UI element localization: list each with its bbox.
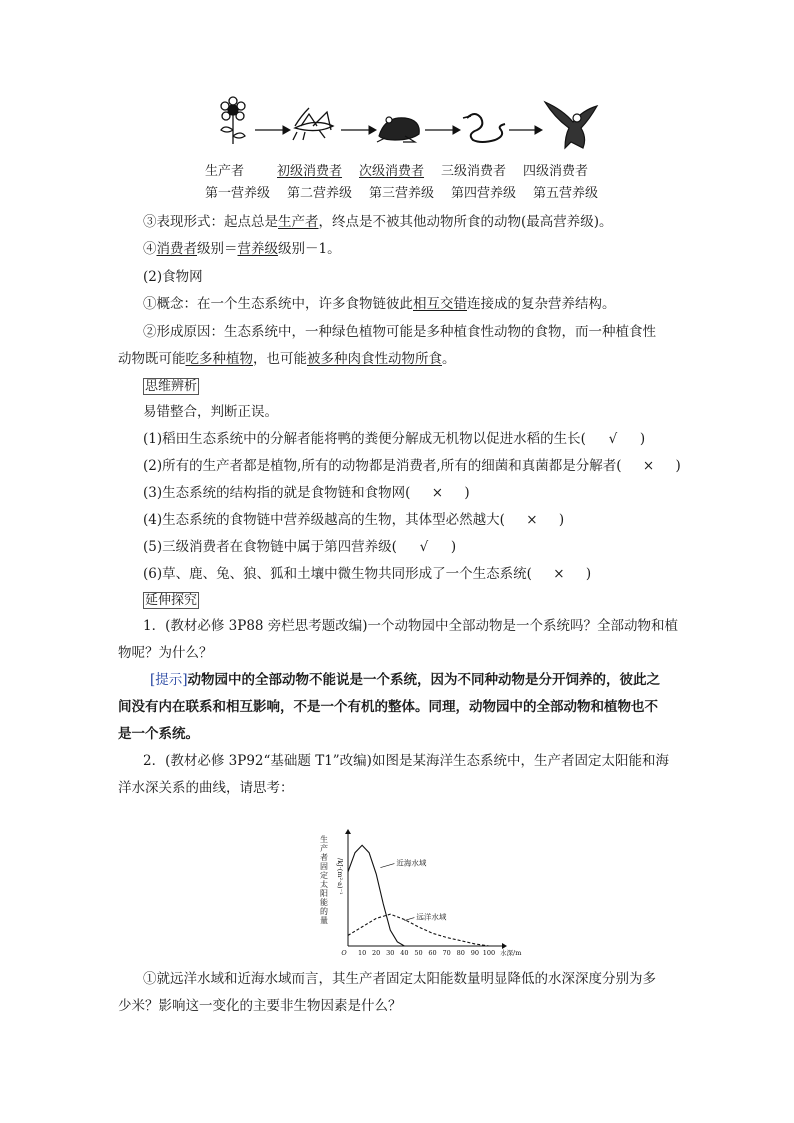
hint-answer-line-3: 是一个系统。 <box>118 726 199 742</box>
arrow-icon <box>341 126 376 134</box>
judgment-item: (5)三级消费者在食物链中属于第四营养级( √ ) <box>143 539 457 555</box>
series-label-leader <box>404 918 414 921</box>
question-3-line-2: 少米？影响这一变化的主要非生物因素是什么？ <box>118 998 402 1014</box>
x-tick-label: 70 <box>442 949 451 957</box>
x-tick-label: 30 <box>386 949 395 957</box>
hint-answer-line: [提示]动物园中的全部动物不能说是一个系统，因为不同种动物是分开饲养的，彼此之 <box>150 672 661 688</box>
x-tick-label: 40 <box>400 949 409 957</box>
judgment-item: (6)草、鹿、兔、狼、狐和土壤中微生物共同形成了一个生态系统( × ) <box>143 566 592 582</box>
chain-role-label: 次级消费者 <box>359 164 425 179</box>
answer-mark: × <box>431 485 444 501</box>
series-label-leader <box>380 864 394 868</box>
y-axis-label-char: 太 <box>320 880 328 889</box>
y-axis-label-char: 生 <box>320 835 328 844</box>
arrow-icon <box>255 126 290 134</box>
question-1-line-2: 物呢？为什么？ <box>118 645 213 661</box>
expression-form-line: ③表现形式：起点总是生产者，终点是不被其他动物所食的动物(最高营养级)。 <box>143 214 613 230</box>
chain-role-label: 初级消费者 <box>277 164 343 179</box>
consumer-level-line: ④消费者级别＝营养级级别－1。 <box>143 241 341 257</box>
trophic-level-label: 第五营养级 <box>533 186 599 201</box>
trophic-level-label: 第四营养级 <box>451 186 517 201</box>
answer-mark: × <box>642 458 655 474</box>
y-axis-unit: /kJ·(m²·a)⁻¹ <box>336 858 344 895</box>
x-axis-label: 水深/m <box>500 949 522 957</box>
formation-reason-line-2: 动物既可能吃多种植物，也可能被多种肉食性动物所食。 <box>118 351 456 367</box>
x-tick-label: 60 <box>428 949 437 957</box>
y-axis-label-char: 定 <box>320 871 328 880</box>
food-chain-figure <box>205 96 615 204</box>
hint-label: [提示] <box>150 672 188 688</box>
judgment-item: (4)生态系统的食物链中营养级越高的生物，其体型必然越大( × ) <box>143 512 565 528</box>
eagle-icon <box>545 102 597 148</box>
trophic-level-label: 第二营养级 <box>287 186 353 201</box>
chain-role-label: 四级消费者 <box>523 164 589 179</box>
y-axis-label-char: 阳 <box>320 889 328 898</box>
x-tick-label: 80 <box>456 949 465 957</box>
answer-mark: √ <box>419 539 429 555</box>
x-tick-label: O <box>341 949 347 957</box>
judgment-item: (1)稻田生态系统中的分解者能将鸭的粪便分解成无机物以促进水稻的生长( √ ) <box>143 431 646 447</box>
chain-role-label: 生产者 <box>205 164 245 179</box>
series-label-nearshore: 近海水域 <box>396 858 427 868</box>
y-axis-label-char: 者 <box>320 853 328 862</box>
instruction-line: 易错整合，判断正误。 <box>143 404 278 420</box>
formation-reason-line: ②形成原因：生态系统中，一种绿色植物可能是多种植食性动物的食物，而一种植食性 <box>143 324 656 340</box>
snake-icon <box>463 114 505 142</box>
food-chain-illustration <box>205 96 615 158</box>
grasshopper-icon <box>293 108 333 140</box>
flower-icon <box>221 97 245 144</box>
question-1-line: 1．(教材必修 3P88 旁栏思考题改编)一个动物园中全部动物是一个系统吗？全部动物和植 <box>143 618 679 634</box>
judgment-item: (3)生态系统的结构指的就是食物链和食物网( × ) <box>143 485 470 501</box>
y-axis-label-char: 产 <box>320 844 328 853</box>
y-axis-label-char: 的 <box>320 907 328 916</box>
x-tick-label: 20 <box>372 949 381 957</box>
x-tick-label: 90 <box>470 949 479 957</box>
y-axis-label-char: 能 <box>320 898 328 907</box>
question-3-line: ①就远洋水域和近海水域而言，其生产者固定太阳能数量明显降低的水深深度分别为多 <box>143 971 656 987</box>
x-tick-label: 50 <box>414 949 423 957</box>
answer-mark: √ <box>608 431 618 447</box>
answer-mark: × <box>553 566 565 582</box>
thinking-analysis-label: 思维辨析 <box>145 379 198 394</box>
solar-energy-depth-chart <box>318 828 522 960</box>
extended-inquiry-label: 延伸探究 <box>145 593 198 608</box>
chain-role-label: 三级消费者 <box>441 164 507 179</box>
answer-mark: × <box>526 512 538 528</box>
frog-icon <box>377 117 419 142</box>
arrow-icon <box>425 126 460 134</box>
section-heading: (2)食物网 <box>143 269 203 285</box>
trophic-level-row <box>205 182 615 201</box>
question-2-line: 2．(教材必修 3P92“基础题 T1”改编)如图是某海洋生态系统中，生产者固定太阳能和海 <box>143 753 669 769</box>
x-tick-label: 100 <box>482 949 496 957</box>
consumer-role-row <box>205 160 615 179</box>
trophic-level-label: 第三营养级 <box>369 186 435 201</box>
arrow-icon <box>509 126 542 134</box>
trophic-level-label: 第一营养级 <box>205 186 271 201</box>
y-axis-label-char: 固 <box>320 862 328 871</box>
food-web-concept-line: ①概念：在一个生态系统中，许多食物链彼此相互交错连接成的复杂营养结构。 <box>143 296 616 312</box>
question-2-line-2: 洋水深关系的曲线，请思考： <box>118 780 294 796</box>
x-tick-label: 10 <box>357 949 367 957</box>
series-label-ocean: 远洋水域 <box>416 912 447 922</box>
hint-answer-line-2: 间没有内在联系和相互影响，不是一个有机的整体。同理，动物园中的全部动物和植物也不 <box>118 699 658 715</box>
y-axis-label-char: 量 <box>320 916 328 925</box>
y-axis-arrow <box>345 829 351 834</box>
judgment-item: (2)所有的生产者都是植物,所有的动物都是消费者,所有的细菌和真菌都是分解者( × ) <box>143 458 681 474</box>
